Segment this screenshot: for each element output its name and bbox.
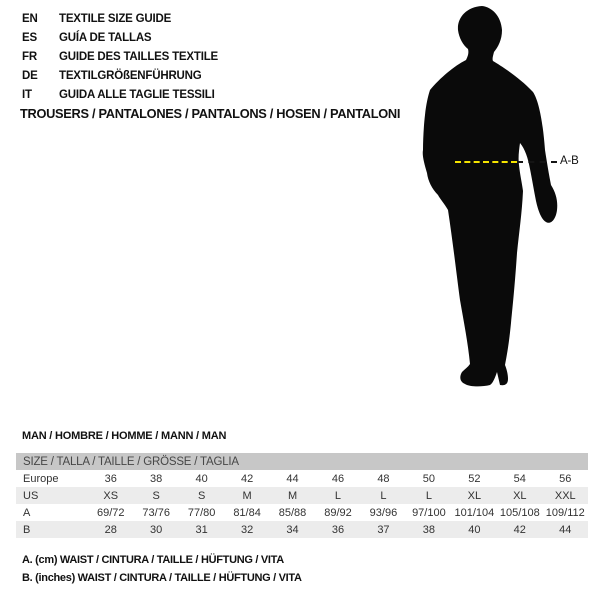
size-table-body [16, 470, 588, 538]
language-row [22, 9, 218, 28]
size-cell: 81/84 [233, 506, 261, 519]
size-cell: 85/88 [278, 506, 307, 519]
size-cell: 42 [240, 472, 254, 485]
size-cell: 56 [559, 472, 572, 485]
size-table-header: SIZE / TALLA / TAILLE / GRÖSSE / TAGLIA [16, 453, 588, 470]
size-cell: L [425, 489, 432, 502]
language-code: DE [22, 69, 38, 82]
language-row [22, 66, 218, 85]
size-cell: 46 [331, 472, 345, 485]
size-cell: 38 [422, 523, 436, 536]
size-cell: 40 [195, 472, 208, 485]
size-cell: 36 [104, 472, 117, 485]
size-cell: 69/72 [96, 506, 125, 519]
size-cell: 42 [513, 523, 526, 536]
size-table-header-row [16, 453, 588, 470]
language-row [22, 85, 218, 104]
garment-heading: TROUSERS / PANTALONES / PANTALONS / HOSEN / PANTALONI [20, 106, 401, 121]
size-cell: L [380, 489, 387, 502]
size-cell: 89/92 [324, 506, 352, 519]
size-cell: 30 [150, 523, 163, 536]
language-label: TEXTILE SIZE GUIDE [59, 12, 172, 25]
gender-heading: MAN / HOMBRE / HOMME / MANN / MAN [22, 430, 227, 442]
language-label: GUÍA DE TALLAS [59, 31, 152, 44]
man-silhouette [408, 3, 568, 393]
language-row [22, 47, 218, 66]
size-cell: M [242, 489, 252, 502]
size-cell: 54 [513, 472, 526, 485]
size-cell: 44 [559, 523, 572, 536]
size-cell: 52 [468, 472, 481, 485]
size-cell: 38 [150, 472, 163, 485]
size-cell: XXL [554, 489, 576, 502]
language-label: TEXTILGRÖßENFÜHRUNG [59, 69, 202, 82]
size-cell: 50 [422, 472, 436, 485]
size-table [16, 453, 588, 538]
size-cell: 48 [377, 472, 390, 485]
size-cell: XL [467, 489, 482, 502]
table-row [16, 487, 588, 504]
size-cell: 73/76 [142, 506, 170, 519]
table-row [16, 521, 588, 538]
size-cell: 77/80 [187, 506, 216, 519]
size-cell: L [334, 489, 342, 502]
size-cell: 36 [331, 523, 345, 536]
size-cell: XS [103, 489, 119, 502]
size-cell: 109/112 [545, 506, 585, 519]
language-label: GUIDE DES TAILLES TEXTILE [59, 50, 218, 63]
language-code: ES [22, 31, 37, 44]
size-cell: 40 [468, 523, 481, 536]
size-cell: S [152, 489, 160, 502]
size-cell: 105/108 [499, 506, 540, 519]
size-cell: 93/96 [369, 506, 398, 519]
table-row [16, 470, 588, 487]
size-cell: 37 [377, 523, 390, 536]
language-label: GUIDA ALLE TAGLIE TESSILI [59, 88, 215, 101]
size-cell: XL [513, 489, 527, 502]
size-row-label: B [23, 523, 31, 536]
size-cell: 32 [240, 523, 254, 536]
size-cell: 101/104 [454, 506, 495, 519]
language-code: EN [22, 12, 38, 25]
footnote-a: A. (cm) WAIST / CINTURA / TAILLE / HÜFTUNG / VITA [22, 554, 284, 566]
measure-label: A-B [560, 155, 579, 167]
language-row [22, 28, 218, 47]
table-row [16, 504, 588, 521]
size-row-label: US [23, 489, 39, 502]
language-list [22, 9, 218, 104]
language-code: FR [22, 50, 37, 63]
size-cell: 34 [286, 523, 299, 536]
language-code: IT [22, 88, 32, 101]
footnotes [22, 551, 302, 587]
size-cell: 28 [104, 523, 117, 536]
size-cell: M [287, 489, 298, 502]
size-cell: 31 [195, 523, 208, 536]
footnote-b: B. (inches) WAIST / CINTURA / TAILLE / HÜFTUNG / VITA [22, 572, 302, 584]
size-row-label: A [23, 506, 31, 519]
size-cell: 97/100 [412, 506, 446, 519]
waist-measure-line-off-body [517, 161, 557, 163]
size-cell: S [197, 489, 206, 502]
size-cell: 44 [286, 472, 299, 485]
size-row-label: Europe [23, 472, 59, 485]
waist-measure-line-on-body [455, 161, 517, 163]
